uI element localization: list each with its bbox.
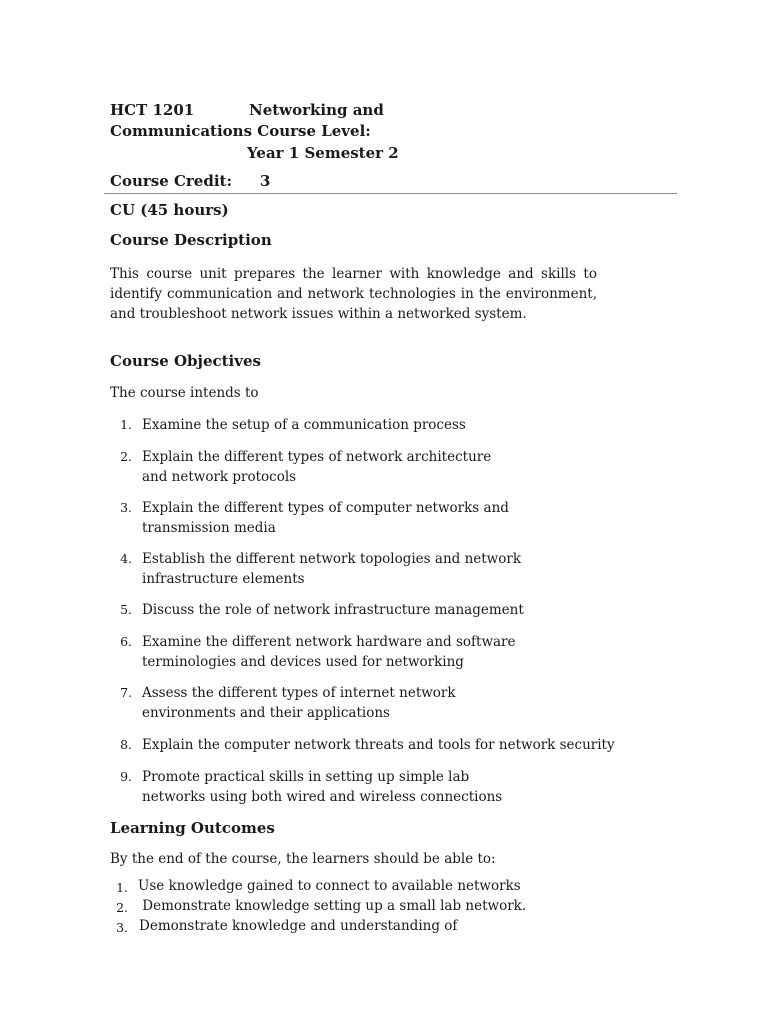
objective-item	[142, 549, 521, 589]
objective-number: 9.	[120, 769, 132, 784]
objective-line: Explain the different types of network architecture	[142, 449, 492, 465]
outcome-number: 2.	[116, 900, 128, 915]
outcomes-heading: Learning Outcomes	[110, 819, 275, 837]
outcome-item: Demonstrate knowledge setting up a small lab network.	[138, 898, 527, 914]
objective-number: 1.	[120, 417, 132, 432]
objective-item	[142, 683, 456, 723]
description-heading: Course Description	[110, 231, 272, 249]
outcome-item: Demonstrate knowledge and understanding of	[139, 918, 458, 934]
objective-item	[142, 415, 466, 435]
outcome-item: Use knowledge gained to connect to available networks	[138, 878, 521, 894]
objective-line: Explain the different types of computer networks and	[142, 500, 509, 516]
description-text: This course unit prepares the learner with knowledge and skills to identify communication and network technologies in the environment, and troubleshoot network issues within a networked system.	[110, 266, 597, 322]
course-hours: CU (45 hours)	[110, 201, 229, 219]
objective-number: 8.	[120, 737, 132, 752]
objective-line: Establish the different network topologies and network	[142, 551, 521, 567]
objective-line: infrastructure elements	[142, 571, 305, 587]
header-divider	[104, 193, 677, 194]
course-credit-value: 3	[260, 172, 271, 190]
objective-number: 4.	[120, 551, 132, 566]
course-title-part2: Communications Course Level:	[110, 122, 371, 140]
objective-item	[142, 447, 491, 487]
outcome-number: 1.	[116, 880, 128, 895]
objective-item	[142, 735, 615, 755]
objective-line: transmission media	[142, 520, 276, 536]
objective-line: networks using both wired and wireless connections	[142, 789, 503, 805]
objective-number: 3.	[120, 500, 132, 515]
objective-number: 7.	[120, 685, 132, 700]
objective-line: and network protocols	[142, 469, 297, 485]
objective-number: 2.	[120, 449, 132, 464]
objective-item	[142, 632, 516, 672]
course-title-part1: Networking and	[249, 101, 384, 119]
objective-line: Assess the different types of internet network	[142, 685, 456, 701]
objectives-heading: Course Objectives	[110, 352, 261, 370]
objective-number: 5.	[120, 602, 132, 617]
outcomes-intro: By the end of the course, the learners should be able to:	[110, 851, 496, 867]
course-code: HCT 1201	[110, 101, 195, 119]
course-credit-label: Course Credit:	[110, 172, 232, 190]
objective-line: Discuss the role of network infrastructure management	[142, 602, 524, 618]
objectives-intro: The course intends to	[110, 385, 259, 401]
course-level: Year 1 Semester 2	[247, 144, 399, 162]
objective-item	[142, 600, 524, 620]
objective-line: environments and their applications	[142, 705, 390, 721]
objective-number: 6.	[120, 634, 132, 649]
objective-item	[142, 767, 502, 807]
objective-item	[142, 498, 509, 538]
objective-line: Promote practical skills in setting up simple lab	[142, 769, 470, 785]
objective-line: Explain the computer network threats and tools for network security	[142, 737, 615, 753]
outcome-number: 3.	[116, 920, 128, 935]
objective-line: Examine the setup of a communication process	[142, 417, 466, 433]
objective-line: terminologies and devices used for networking	[142, 654, 464, 670]
objective-line: Examine the different network hardware and software	[142, 634, 516, 650]
